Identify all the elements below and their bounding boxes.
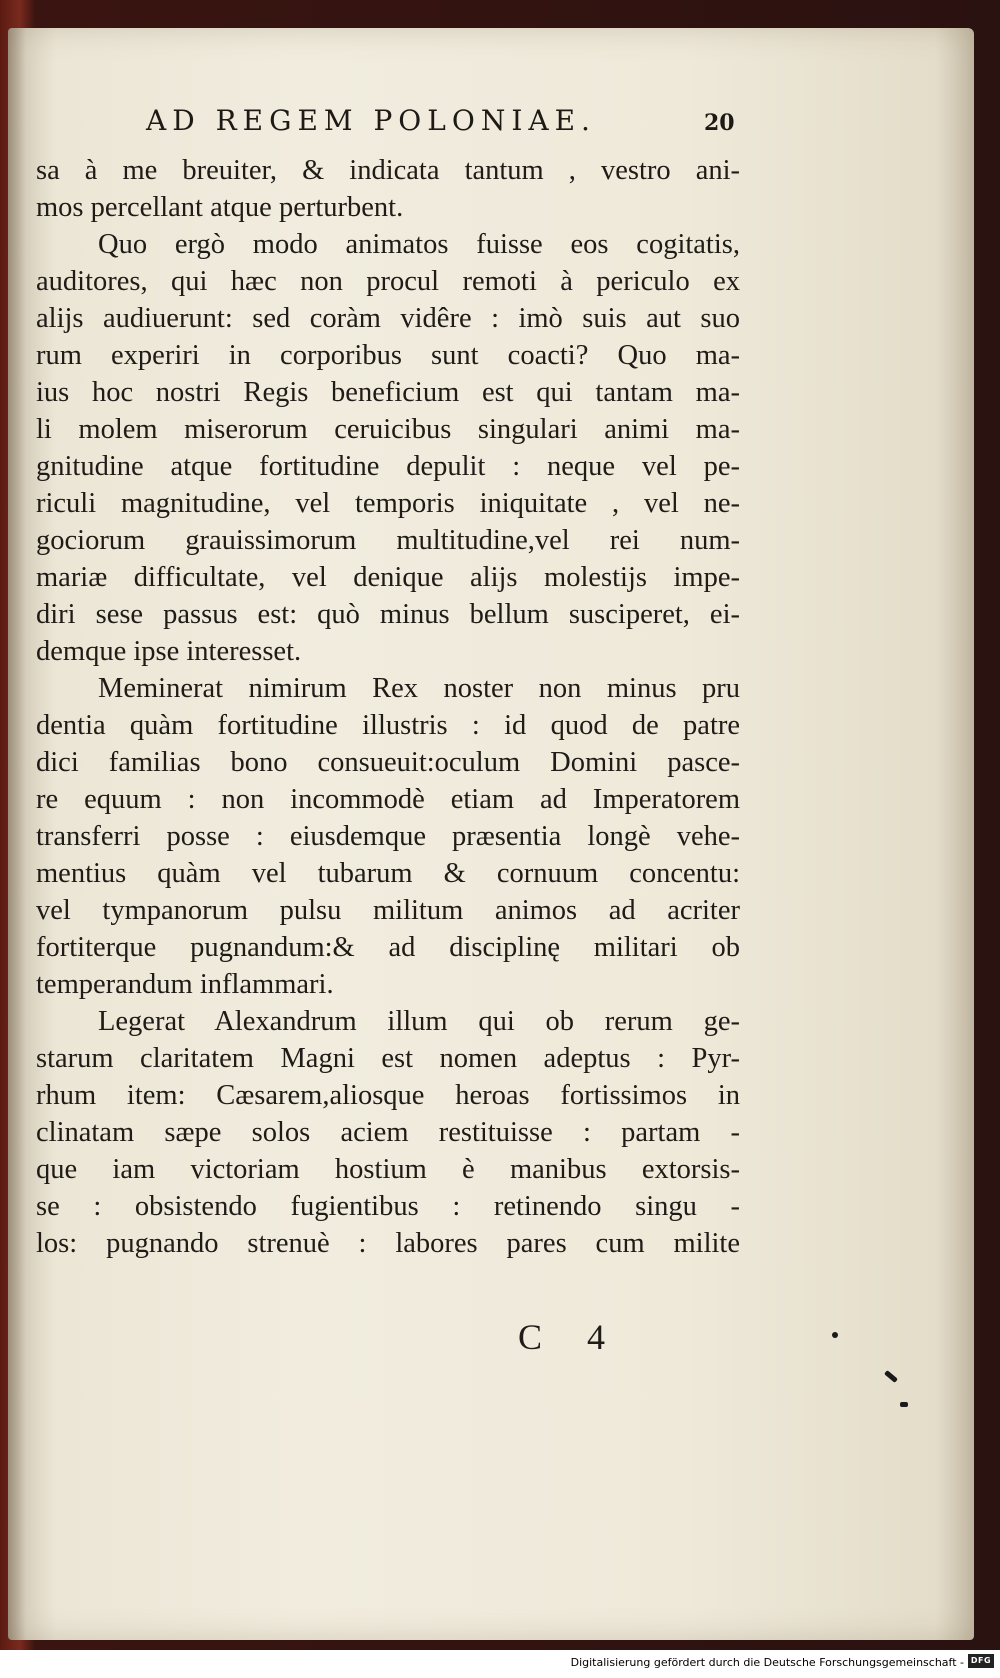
dfg-logo: DFG: [968, 1654, 994, 1668]
text-line: riculi magnitudine, vel temporis iniquitate , vel ne-: [36, 488, 740, 519]
text-line: rum experiri in corporibus sunt coacti? Quo ma-: [36, 340, 740, 371]
text-line: Quo ergò modo animatos fuisse eos cogitatis,: [98, 229, 740, 260]
text-line: que iam victoriam hostium è manibus extorsis-: [36, 1154, 740, 1185]
ink-speck: [832, 1332, 838, 1338]
page-header: [0, 104, 1000, 144]
signature-mark: C 4: [518, 1317, 624, 1357]
text-line: dentia quàm fortitudine illustris : id quod de patre: [36, 710, 740, 741]
text-line: vel tympanorum pulsu militum animos ad acriter: [36, 895, 740, 926]
text-line: gnitudine atque fortitudine depulit : neque vel pe-: [36, 451, 740, 482]
text-line: sa à me breuiter, & indicata tantum , vestro ani-: [36, 155, 740, 186]
text-line: re equum : non incommodè etiam ad Imperatorem: [36, 784, 740, 815]
text-line: gociorum grauissimorum multitudine,vel rei num-: [36, 525, 740, 556]
text-line: ius hoc nostri Regis beneficium est qui tantam ma-: [36, 377, 740, 408]
ink-speck: [900, 1402, 908, 1407]
text-line: auditores, qui hæc non procul remoti à periculo ex: [36, 266, 740, 297]
text-line: mentius quàm vel tubarum & cornuum concentu:: [36, 858, 740, 889]
running-head: AD REGEM POLONIAE.: [146, 104, 596, 137]
page-gutter-shadow: [8, 28, 26, 1640]
text-line: mariæ difficultate, vel denique alijs molestijs impe-: [36, 562, 740, 593]
text-line: Legerat Alexandrum illum qui ob rerum ge-: [98, 1006, 740, 1037]
text-line: temperandum inflammari.: [36, 969, 334, 1000]
text-line: clinatam sæpe solos aciem restituisse : partam -: [36, 1117, 740, 1148]
text-line: Meminerat nimirum Rex noster non minus pru: [98, 673, 740, 704]
text-line: demque ipse interesset.: [36, 636, 302, 667]
text-line: li molem miserorum ceruicibus singulari animi ma-: [36, 414, 740, 445]
page-number: 20: [704, 110, 735, 136]
footer-bar: [0, 1650, 1000, 1678]
text-line: los: pugnando strenuè : labores pares cum milite: [36, 1228, 740, 1259]
text-line: alijs audiuerunt: sed coràm vidêre : imò suis aut suo: [36, 303, 740, 334]
digitization-credit: Digitalisierung gefördert durch die Deutsche Forschungsgemeinschaft -: [570, 1656, 964, 1669]
text-line: transferri posse : eiusdemque præsentia longè vehe-: [36, 821, 740, 852]
text-line: fortiterque pugnandum:& ad disciplinę militari ob: [36, 932, 740, 963]
text-line: mos percellant atque perturbent.: [36, 192, 404, 223]
body-text: [36, 152, 740, 1262]
text-line: rhum item: Cæsarem,aliosque heroas fortissimos in: [36, 1080, 740, 1111]
text-line: se : obsistendo fugientibus : retinendo singu -: [36, 1191, 740, 1222]
text-line: diri sese passus est: quò minus bellum susciperet, ei-: [36, 599, 740, 630]
text-line: starum claritatem Magni est nomen adeptus : Pyr-: [36, 1043, 740, 1074]
text-line: dici familias bono consueuit:oculum Domini pasce-: [36, 747, 740, 778]
